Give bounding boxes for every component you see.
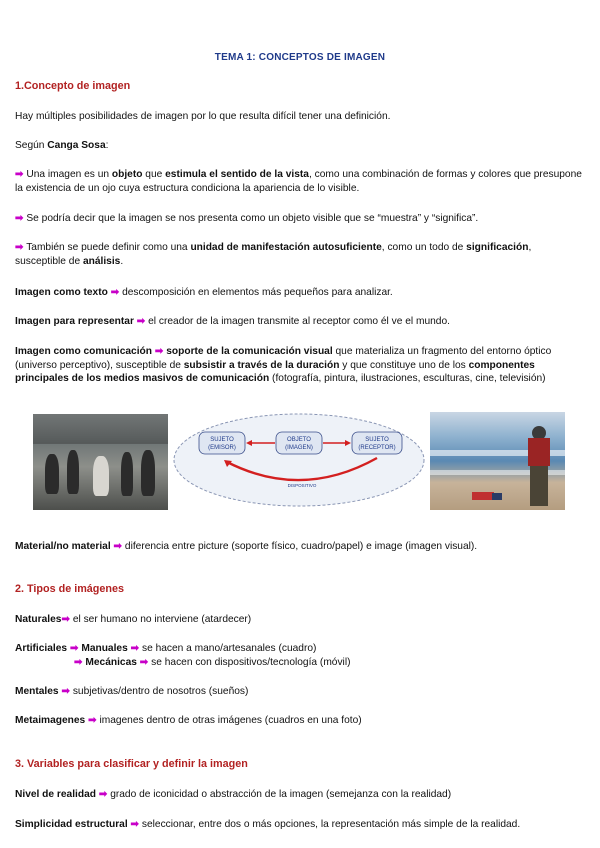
intro-paragraph: Hay múltiples posibilidades de imagen por lo que resulta difícil tener una definición. [15, 111, 391, 122]
imagen-como-comunicacion: Imagen como comunicación ➡ soporte de la comunicación visual que materializa un fragmento del entorno óptico (universo perceptivo), susceptible de subsistir a través de la duración y que constituye uno de los componentes principales de los medios masivos de comunicación (fotografía, pintura, ilustraciones, esculturas, cine, televisión) [15, 346, 552, 384]
emisor-label-2: (EMISOR) [208, 445, 236, 451]
page-title: TEMA 1: CONCEPTOS DE IMAGEN [214, 52, 386, 63]
arrow-icon: ➡ [69, 643, 79, 654]
bullet-definition-3: ➡ También se puede definir como una unidad de manifestación autosuficiente, como un todo de significación, susceptible de análisis. [15, 242, 532, 267]
objeto-label-1: OBJETO [287, 437, 311, 443]
arrow-icon: ➡ [130, 643, 140, 654]
arrow-icon: ➡ [74, 657, 83, 668]
arrow-icon: ➡ [130, 819, 140, 830]
arrow-icon: ➡ [139, 657, 149, 668]
metaimagenes-line: Metaimagenes ➡ imagenes dentro de otras imágenes (cuadros en una foto) [15, 715, 362, 726]
receptor-label-2: (RECEPTOR) [358, 445, 396, 451]
section-3-heading: 3. Variables para clasificar y definir la imagen [15, 758, 248, 770]
communication-diagram [172, 410, 427, 510]
arrow-icon: ➡ [110, 287, 120, 298]
receptor-label-1: SUJETO [365, 437, 389, 443]
beach-photo-image [430, 412, 565, 510]
diagram-ellipse [174, 414, 424, 506]
author-name: Canga Sosa [47, 140, 106, 151]
simplicidad-line: Simplicidad estructural ➡ seleccionar, entre dos o más opciones, la representación más simple de la realidad. [15, 819, 521, 830]
arrow-icon: ➡ [15, 169, 24, 180]
arrow-icon: ➡ [136, 316, 146, 327]
arrow-icon: ➡ [15, 242, 24, 253]
mentales-line: Mentales ➡ subjetivas/dentro de nosotros (sueños) [15, 686, 249, 697]
nivel-realidad-line: Nivel de realidad ➡ grado de iconicidad o abstracción de la imagen (semejanza con la realidad) [15, 789, 452, 800]
artificiales-line: Artificiales ➡ Manuales ➡ se hacen a mano/artesanales (cuadro) [15, 643, 317, 654]
bullet-definition-1: ➡ Una imagen es un objeto que estimula el sentido de la vista, como una combinación de formas y colores que presupone la existencia de un ojo cuya estructura condiciona la apariencia de lo visible. [15, 169, 582, 194]
imagen-para-representar: Imagen para representar ➡ el creador de la imagen transmite al receptor como él ve el mundo. [15, 316, 450, 327]
objeto-label-2: (IMAGEN) [285, 445, 313, 451]
bullet-definition-2: ➡ Se podría decir que la imagen se nos presenta como un objeto visible que se “muestra” y “significa”. [15, 213, 479, 224]
material-no-material: Material/no material ➡ diferencia entre picture (soporte físico, cuadro/papel) e image (imagen visual). [15, 541, 478, 552]
arrow-icon: ➡ [61, 614, 70, 625]
emisor-label-1: SUJETO [210, 437, 234, 443]
dispositivo-label: DISPOSITIVO [287, 483, 317, 488]
naturales-line: Naturales➡ el ser humano no interviene (atardecer) [15, 614, 252, 625]
segun-line: Según Canga Sosa: [15, 140, 109, 151]
arrow-icon: ➡ [61, 686, 70, 697]
section-2-heading: 2. Tipos de imágenes [15, 583, 125, 595]
section-1-heading: 1.Concepto de imagen [15, 80, 131, 92]
arrow-icon: ➡ [98, 789, 108, 800]
war-photo-image [33, 414, 168, 510]
mecanicas-line: ➡ Mecánicas ➡ se hacen con dispositivos/tecnología (móvil) [74, 657, 351, 668]
arrow-icon: ➡ [154, 346, 164, 357]
arrow-icon: ➡ [113, 541, 123, 552]
arrow-icon: ➡ [88, 715, 97, 726]
imagen-como-texto: Imagen como texto ➡ descomposición en elementos más pequeños para analizar. [15, 287, 393, 298]
arrow-icon: ➡ [15, 213, 24, 224]
